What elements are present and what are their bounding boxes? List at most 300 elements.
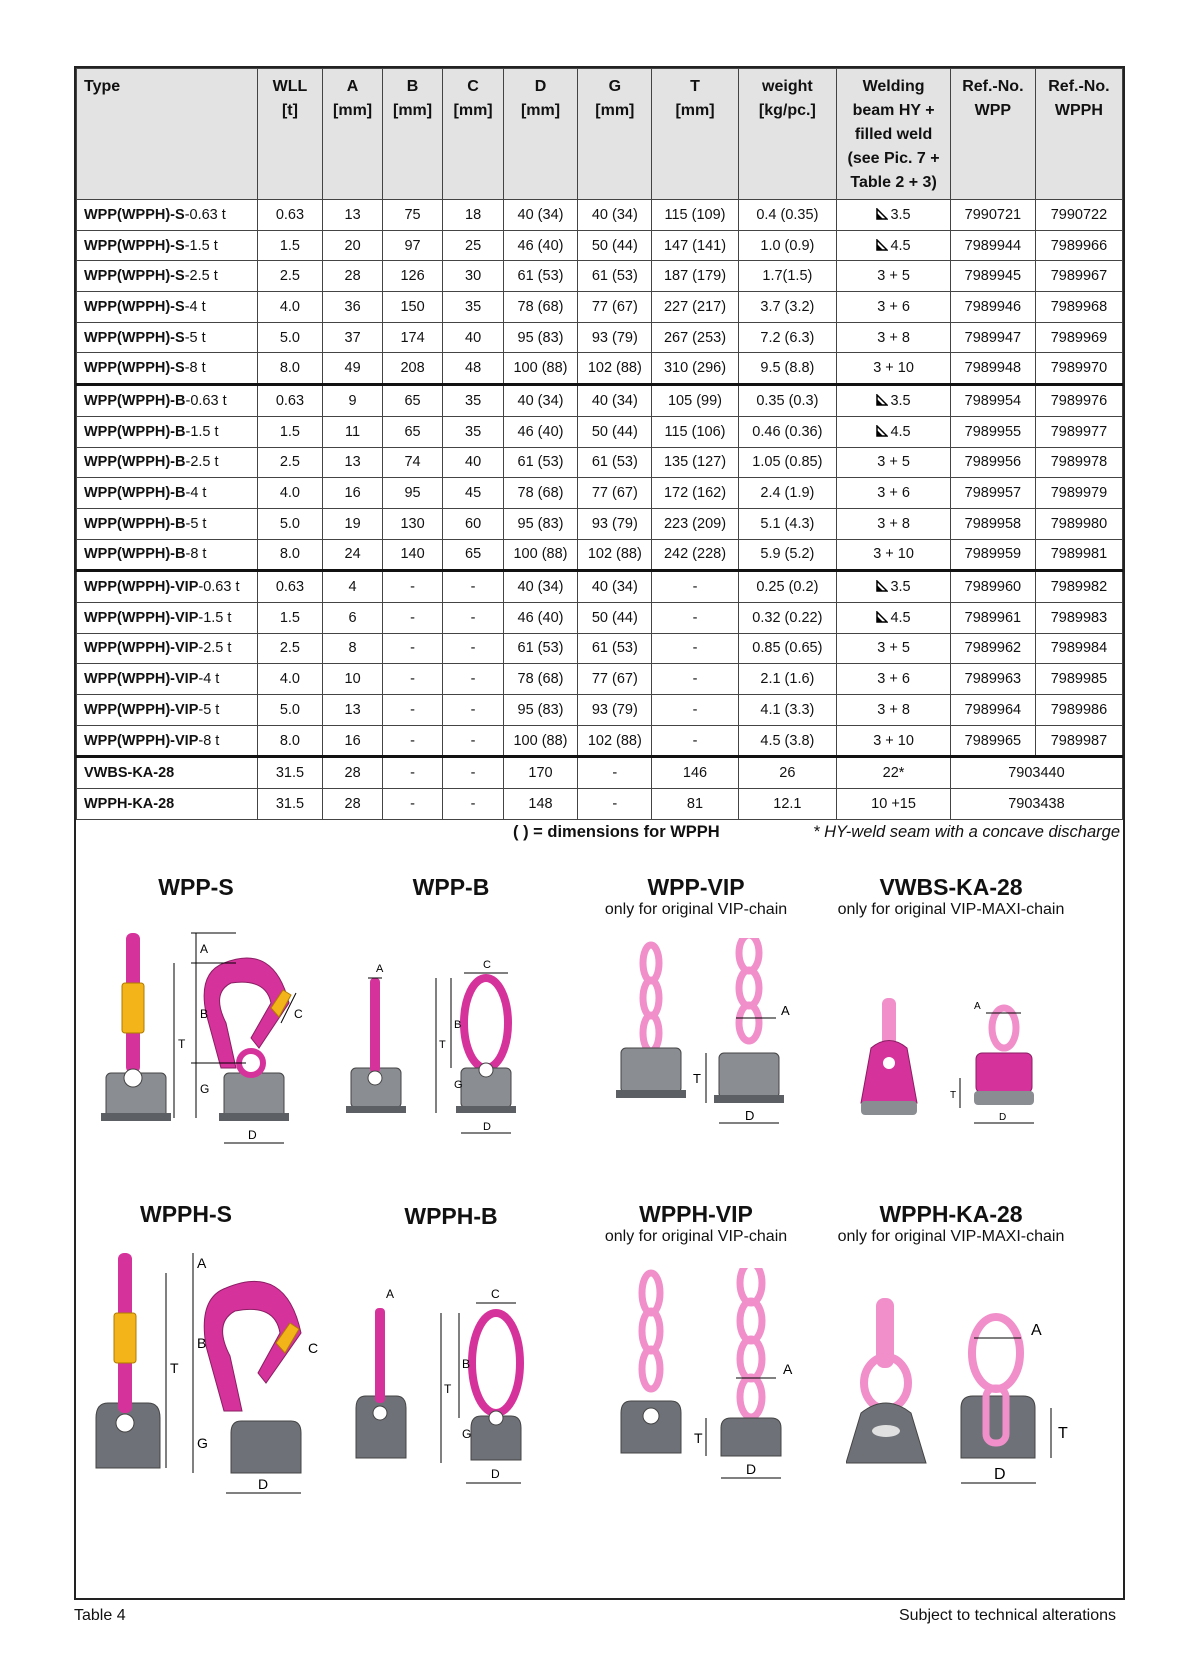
cell-wll: 2.5 (257, 447, 323, 478)
panel-vwbs-ka-28 (816, 874, 1086, 920)
cell-ref-wpph: 7989976 (1035, 385, 1122, 417)
cell-type: WPP(WPPH)-VIP-5 t (77, 695, 258, 726)
cell-a: 28 (323, 757, 382, 789)
cell-c: - (443, 571, 504, 603)
fillet-weld-icon (876, 580, 888, 592)
cell-a: 28 (323, 789, 382, 820)
cell-d: 46 (40) (503, 416, 577, 447)
cell-weight: 0.85 (0.65) (738, 633, 837, 664)
cell-g: 77 (67) (578, 478, 652, 509)
cell-c: 65 (443, 539, 504, 571)
cell-a: 13 (323, 447, 382, 478)
table-row (77, 322, 1123, 353)
cell-ref-wpph: 7989968 (1035, 292, 1122, 323)
cell-t: 187 (179) (652, 261, 738, 292)
cell-type: WPP(WPPH)-S-1.5 t (77, 230, 258, 261)
table-row (77, 539, 1123, 571)
fillet-weld-icon (876, 394, 888, 406)
cell-type: WPP(WPPH)-S-8 t (77, 353, 258, 385)
cell-ref-wpph: 7989987 (1035, 725, 1122, 757)
dim-label-a: A (1031, 1322, 1042, 1339)
cell-weight: 3.7 (3.2) (738, 292, 837, 323)
cell-d: 78 (68) (503, 292, 577, 323)
col-header-g: G [mm] (578, 69, 652, 200)
table-row (77, 725, 1123, 757)
cell-c: 45 (443, 478, 504, 509)
col-header-weight: weight [kg/pc.] (738, 69, 837, 200)
cell-a: 4 (323, 571, 382, 603)
cell-wll: 5.0 (257, 322, 323, 353)
cell-type: WPP(WPPH)-S-5 t (77, 322, 258, 353)
dim-label-c: C (483, 959, 491, 971)
dim-label-t: T (950, 1090, 957, 1101)
col-header-d: D [mm] (503, 69, 577, 200)
wpph-ka-28-drawing (846, 1293, 1081, 1508)
cell-welding: 10 +15 (837, 789, 951, 820)
wpp-s-drawing (96, 923, 326, 1163)
dim-label-g: G (454, 1079, 463, 1091)
dim-label-d: D (746, 1461, 757, 1477)
cell-b: 126 (382, 261, 443, 292)
cell-ref-wpph: 7989969 (1035, 322, 1122, 353)
table-row (77, 695, 1123, 726)
cell-welding: 22* (837, 757, 951, 789)
cell-d: 78 (68) (503, 478, 577, 509)
cell-wll: 31.5 (257, 757, 323, 789)
dim-label-t: T (439, 1039, 446, 1051)
dim-label-c: C (294, 1007, 303, 1021)
cell-wll: 0.63 (257, 571, 323, 603)
table-row (77, 416, 1123, 447)
cell-c: - (443, 757, 504, 789)
dim-label-c: C (308, 1340, 319, 1356)
spec-table (76, 68, 1123, 820)
wpph-b-drawing (351, 1278, 551, 1508)
panel-title: WPPH-VIP (639, 1201, 753, 1227)
cell-welding: 3 + 8 (837, 322, 951, 353)
cell-welding: 3.5 (837, 200, 951, 231)
cell-g: 40 (34) (578, 571, 652, 603)
cell-t: - (652, 695, 738, 726)
dim-label-a: A (197, 1255, 207, 1271)
cell-weight: 0.25 (0.2) (738, 571, 837, 603)
cell-weight: 4.1 (3.3) (738, 695, 837, 726)
cell-t: 115 (106) (652, 416, 738, 447)
table-row (77, 664, 1123, 695)
footer-disclaimer: Subject to technical alterations (898, 1607, 1116, 1624)
cell-weight: 2.1 (1.6) (738, 664, 837, 695)
panel-title: VWBS-KA-28 (879, 874, 1023, 900)
cell-t: - (652, 633, 738, 664)
cell-welding: 3 + 6 (837, 292, 951, 323)
cell-welding: 4.5 (837, 602, 951, 633)
cell-d: 40 (34) (503, 385, 577, 417)
cell-ref-wpp: 7990721 (950, 200, 1035, 231)
cell-ref-wpp: 7989948 (950, 353, 1035, 385)
cell-welding: 3 + 8 (837, 695, 951, 726)
cell-c: 40 (443, 322, 504, 353)
cell-g: 77 (67) (578, 664, 652, 695)
cell-b: - (382, 633, 443, 664)
cell-g: 61 (53) (578, 633, 652, 664)
cell-c: - (443, 695, 504, 726)
cell-type: WPP(WPPH)-B-4 t (77, 478, 258, 509)
cell-b: 75 (382, 200, 443, 231)
cell-ref-wpph: 7989966 (1035, 230, 1122, 261)
cell-ref-wpp: 7989957 (950, 478, 1035, 509)
cell-c: 40 (443, 447, 504, 478)
cell-b: 65 (382, 416, 443, 447)
cell-type: WPP(WPPH)-S-0.63 t (77, 200, 258, 231)
wpp-b-drawing (346, 948, 546, 1158)
cell-ref-wpph: 7989979 (1035, 478, 1122, 509)
cell-a: 6 (323, 602, 382, 633)
table-row (77, 633, 1123, 664)
cell-d: 40 (34) (503, 200, 577, 231)
cell-weight: 1.05 (0.85) (738, 447, 837, 478)
cell-t: 147 (141) (652, 230, 738, 261)
cell-type: WPP(WPPH)-VIP-8 t (77, 725, 258, 757)
cell-t: 242 (228) (652, 539, 738, 571)
cell-b: 130 (382, 508, 443, 539)
cell-t: 105 (99) (652, 385, 738, 417)
cell-t: 267 (253) (652, 322, 738, 353)
cell-a: 16 (323, 478, 382, 509)
cell-wll: 2.5 (257, 261, 323, 292)
table-row (77, 385, 1123, 417)
dim-label-a: A (376, 963, 384, 975)
cell-welding: 3 + 5 (837, 447, 951, 478)
panel-subtitle: only for original VIP-MAXI-chain (837, 901, 1065, 918)
table-row (77, 292, 1123, 323)
cell-g: 102 (88) (578, 353, 652, 385)
table-frame (74, 66, 1125, 1600)
vwbs-ka-28-drawing (856, 993, 1056, 1133)
cell-t: 227 (217) (652, 292, 738, 323)
cell-b: - (382, 757, 443, 789)
cell-a: 11 (323, 416, 382, 447)
cell-ref-wpph: 7989981 (1035, 539, 1122, 571)
legend-hy-weld: * HY-weld seam with a concave discharge (813, 823, 1120, 841)
cell-ref-wpp: 7989960 (950, 571, 1035, 603)
cell-d: 78 (68) (503, 664, 577, 695)
cell-wll: 31.5 (257, 789, 323, 820)
cell-wll: 5.0 (257, 695, 323, 726)
cell-ref-wpp: 7989945 (950, 261, 1035, 292)
cell-g: 50 (44) (578, 416, 652, 447)
cell-ref-wpp: 7989962 (950, 633, 1035, 664)
cell-welding: 3 + 8 (837, 508, 951, 539)
cell-d: 95 (83) (503, 322, 577, 353)
cell-wll: 0.63 (257, 200, 323, 231)
cell-a: 28 (323, 261, 382, 292)
cell-c: 48 (443, 353, 504, 385)
dim-label-d: D (994, 1466, 1006, 1483)
cell-c: 25 (443, 230, 504, 261)
dim-label-a: A (200, 942, 209, 956)
cell-type: WPP(WPPH)-VIP-4 t (77, 664, 258, 695)
dim-label-t: T (694, 1430, 703, 1446)
cell-t: 172 (162) (652, 478, 738, 509)
panel-title: WPPH-KA-28 (879, 1201, 1023, 1227)
wpph-vip-drawing (611, 1268, 811, 1508)
cell-b: 97 (382, 230, 443, 261)
cell-type: WPP(WPPH)-S-2.5 t (77, 261, 258, 292)
cell-d: 100 (88) (503, 725, 577, 757)
dim-label-g: G (197, 1435, 208, 1451)
cell-c: - (443, 664, 504, 695)
cell-d: 100 (88) (503, 539, 577, 571)
cell-a: 10 (323, 664, 382, 695)
cell-wll: 4.0 (257, 478, 323, 509)
cell-wll: 4.0 (257, 664, 323, 695)
dim-label-d: D (999, 1112, 1007, 1123)
col-header-type: Type (77, 69, 258, 200)
panel-wpp-vip (586, 874, 806, 920)
cell-t: 146 (652, 757, 738, 789)
cell-t: - (652, 725, 738, 757)
panel-wpph-b (351, 1203, 551, 1229)
cell-b: 74 (382, 447, 443, 478)
cell-wll: 1.5 (257, 416, 323, 447)
cell-c: - (443, 725, 504, 757)
cell-welding: 3 + 6 (837, 664, 951, 695)
dim-label-a: A (974, 1001, 981, 1012)
panel-title: WPPH-S (140, 1201, 232, 1227)
cell-b: - (382, 725, 443, 757)
cell-ref-wpph: 7989983 (1035, 602, 1122, 633)
cell-d: 40 (34) (503, 571, 577, 603)
cell-ref-wpph: 7989980 (1035, 508, 1122, 539)
dim-label-d: D (491, 1467, 500, 1481)
cell-weight: 0.32 (0.22) (738, 602, 837, 633)
cell-ref-wpp: 7989959 (950, 539, 1035, 571)
cell-type: WPP(WPPH)-B-2.5 t (77, 447, 258, 478)
cell-c: 30 (443, 261, 504, 292)
cell-a: 16 (323, 725, 382, 757)
panel-subtitle: only for original VIP-chain (604, 1228, 788, 1245)
cell-weight: 2.4 (1.9) (738, 478, 837, 509)
table-row (77, 200, 1123, 231)
table-row (77, 757, 1123, 789)
cell-welding: 3 + 10 (837, 539, 951, 571)
cell-d: 170 (503, 757, 577, 789)
cell-wll: 4.0 (257, 292, 323, 323)
cell-g: 50 (44) (578, 602, 652, 633)
cell-weight: 26 (738, 757, 837, 789)
cell-c: 60 (443, 508, 504, 539)
cell-ref-wpp: 7989958 (950, 508, 1035, 539)
dim-label-t: T (178, 1037, 186, 1051)
table-row (77, 571, 1123, 603)
cell-type: WPP(WPPH)-B-0.63 t (77, 385, 258, 417)
cell-type: WPP(WPPH)-VIP-0.63 t (77, 571, 258, 603)
cell-c: - (443, 633, 504, 664)
cell-a: 37 (323, 322, 382, 353)
dim-label-g: G (200, 1082, 210, 1096)
cell-ref-wpph: 7989985 (1035, 664, 1122, 695)
cell-b: 140 (382, 539, 443, 571)
cell-c: - (443, 602, 504, 633)
cell-welding: 3 + 6 (837, 478, 951, 509)
cell-weight: 5.1 (4.3) (738, 508, 837, 539)
cell-wll: 1.5 (257, 230, 323, 261)
cell-ref-wpp: 7989965 (950, 725, 1035, 757)
dim-label-d: D (258, 1476, 269, 1492)
cell-type: WPP(WPPH)-B-1.5 t (77, 416, 258, 447)
wpph-s-drawing (86, 1243, 336, 1503)
cell-welding: 3 + 10 (837, 353, 951, 385)
cell-t: 115 (109) (652, 200, 738, 231)
dim-label-d: D (483, 1121, 491, 1133)
cell-g: 50 (44) (578, 230, 652, 261)
cell-d: 148 (503, 789, 577, 820)
table-row (77, 789, 1123, 820)
cell-b: 150 (382, 292, 443, 323)
cell-type: WPP(WPPH)-B-8 t (77, 539, 258, 571)
cell-wll: 0.63 (257, 385, 323, 417)
cell-g: 40 (34) (578, 200, 652, 231)
cell-ref-wpph: 7989970 (1035, 353, 1122, 385)
panel-wpph-s (96, 1201, 276, 1227)
cell-type: WPP(WPPH)-B-5 t (77, 508, 258, 539)
cell-ref-wpp: 7989946 (950, 292, 1035, 323)
table-row (77, 353, 1123, 385)
cell-welding: 3 + 5 (837, 261, 951, 292)
fillet-weld-icon (876, 239, 888, 251)
col-header-ref-wpph: Ref.-No. WPPH (1035, 69, 1122, 200)
cell-ref: 7903440 (950, 757, 1122, 789)
col-header-wll: WLL [t] (257, 69, 323, 200)
cell-a: 24 (323, 539, 382, 571)
cell-weight: 1.7(1.5) (738, 261, 837, 292)
table-row (77, 508, 1123, 539)
cell-a: 19 (323, 508, 382, 539)
table-row (77, 230, 1123, 261)
cell-d: 95 (83) (503, 508, 577, 539)
cell-weight: 0.4 (0.35) (738, 200, 837, 231)
cell-d: 100 (88) (503, 353, 577, 385)
dim-label-b: B (200, 1007, 209, 1021)
cell-ref-wpph: 7989984 (1035, 633, 1122, 664)
cell-c: - (443, 789, 504, 820)
cell-a: 20 (323, 230, 382, 261)
panel-wpp-s (96, 874, 296, 900)
wpp-vip-drawing (611, 938, 801, 1158)
cell-t: - (652, 664, 738, 695)
cell-a: 9 (323, 385, 382, 417)
col-header-ref-wpp: Ref.-No. WPP (950, 69, 1035, 200)
fillet-weld-icon (876, 611, 888, 623)
cell-type: VWBS-KA-28 (77, 757, 258, 789)
cell-t: 81 (652, 789, 738, 820)
cell-d: 95 (83) (503, 695, 577, 726)
cell-weight: 1.0 (0.9) (738, 230, 837, 261)
col-header-b: B [mm] (382, 69, 443, 200)
cell-b: - (382, 602, 443, 633)
cell-b: 208 (382, 353, 443, 385)
cell-type: WPPH-KA-28 (77, 789, 258, 820)
cell-b: - (382, 789, 443, 820)
cell-c: 35 (443, 416, 504, 447)
footer-table-label: Table 4 (74, 1607, 126, 1624)
cell-ref-wpp: 7989963 (950, 664, 1035, 695)
cell-g: 40 (34) (578, 385, 652, 417)
panel-wpph-vip (586, 1201, 806, 1247)
dim-label-t: T (1058, 1425, 1068, 1442)
cell-t: 310 (296) (652, 353, 738, 385)
cell-welding: 4.5 (837, 230, 951, 261)
table-body (77, 200, 1123, 820)
cell-weight: 7.2 (6.3) (738, 322, 837, 353)
cell-d: 46 (40) (503, 230, 577, 261)
dim-label-b: B (462, 1357, 471, 1371)
cell-c: 18 (443, 200, 504, 231)
panel-subtitle: only for original VIP-chain (604, 901, 788, 918)
cell-weight: 0.46 (0.36) (738, 416, 837, 447)
cell-d: 46 (40) (503, 602, 577, 633)
cell-ref-wpp: 7989956 (950, 447, 1035, 478)
dim-label-b: B (197, 1335, 207, 1351)
cell-b: 95 (382, 478, 443, 509)
cell-g: 61 (53) (578, 261, 652, 292)
cell-weight: 9.5 (8.8) (738, 353, 837, 385)
panel-wpph-ka-28 (816, 1201, 1086, 1247)
cell-welding: 3.5 (837, 571, 951, 603)
fillet-weld-icon (876, 425, 888, 437)
cell-b: - (382, 664, 443, 695)
dim-label-c: C (491, 1287, 500, 1301)
cell-d: 61 (53) (503, 633, 577, 664)
cell-a: 8 (323, 633, 382, 664)
cell-ref-wpp: 7989947 (950, 322, 1035, 353)
col-header-a: A [mm] (323, 69, 382, 200)
cell-wll: 2.5 (257, 633, 323, 664)
cell-g: 93 (79) (578, 322, 652, 353)
cell-weight: 4.5 (3.8) (738, 725, 837, 757)
table-row (77, 478, 1123, 509)
cell-t: - (652, 571, 738, 603)
cell-g: - (578, 789, 652, 820)
cell-d: 61 (53) (503, 447, 577, 478)
cell-welding: 3 + 5 (837, 633, 951, 664)
cell-t: 135 (127) (652, 447, 738, 478)
cell-g: 102 (88) (578, 725, 652, 757)
cell-ref-wpph: 7990722 (1035, 200, 1122, 231)
cell-c: 35 (443, 385, 504, 417)
cell-g: 93 (79) (578, 695, 652, 726)
cell-g: - (578, 757, 652, 789)
cell-ref-wpph: 7989967 (1035, 261, 1122, 292)
panel-title: WPP-S (158, 874, 234, 900)
cell-type: WPP(WPPH)-VIP-2.5 t (77, 633, 258, 664)
cell-ref-wpph: 7989982 (1035, 571, 1122, 603)
cell-ref-wpp: 7989954 (950, 385, 1035, 417)
cell-g: 93 (79) (578, 508, 652, 539)
dim-label-g: G (462, 1427, 472, 1441)
cell-weight: 12.1 (738, 789, 837, 820)
cell-weight: 5.9 (5.2) (738, 539, 837, 571)
fillet-weld-icon (876, 208, 888, 220)
cell-ref-wpp: 7989964 (950, 695, 1035, 726)
cell-c: 35 (443, 292, 504, 323)
cell-d: 61 (53) (503, 261, 577, 292)
cell-ref-wpph: 7989986 (1035, 695, 1122, 726)
panel-title: WPP-VIP (647, 874, 745, 900)
panel-title: WPPH-B (404, 1203, 498, 1229)
cell-ref-wpph: 7989978 (1035, 447, 1122, 478)
legend-wpph: ( ) = dimensions for WPPH (513, 823, 720, 841)
